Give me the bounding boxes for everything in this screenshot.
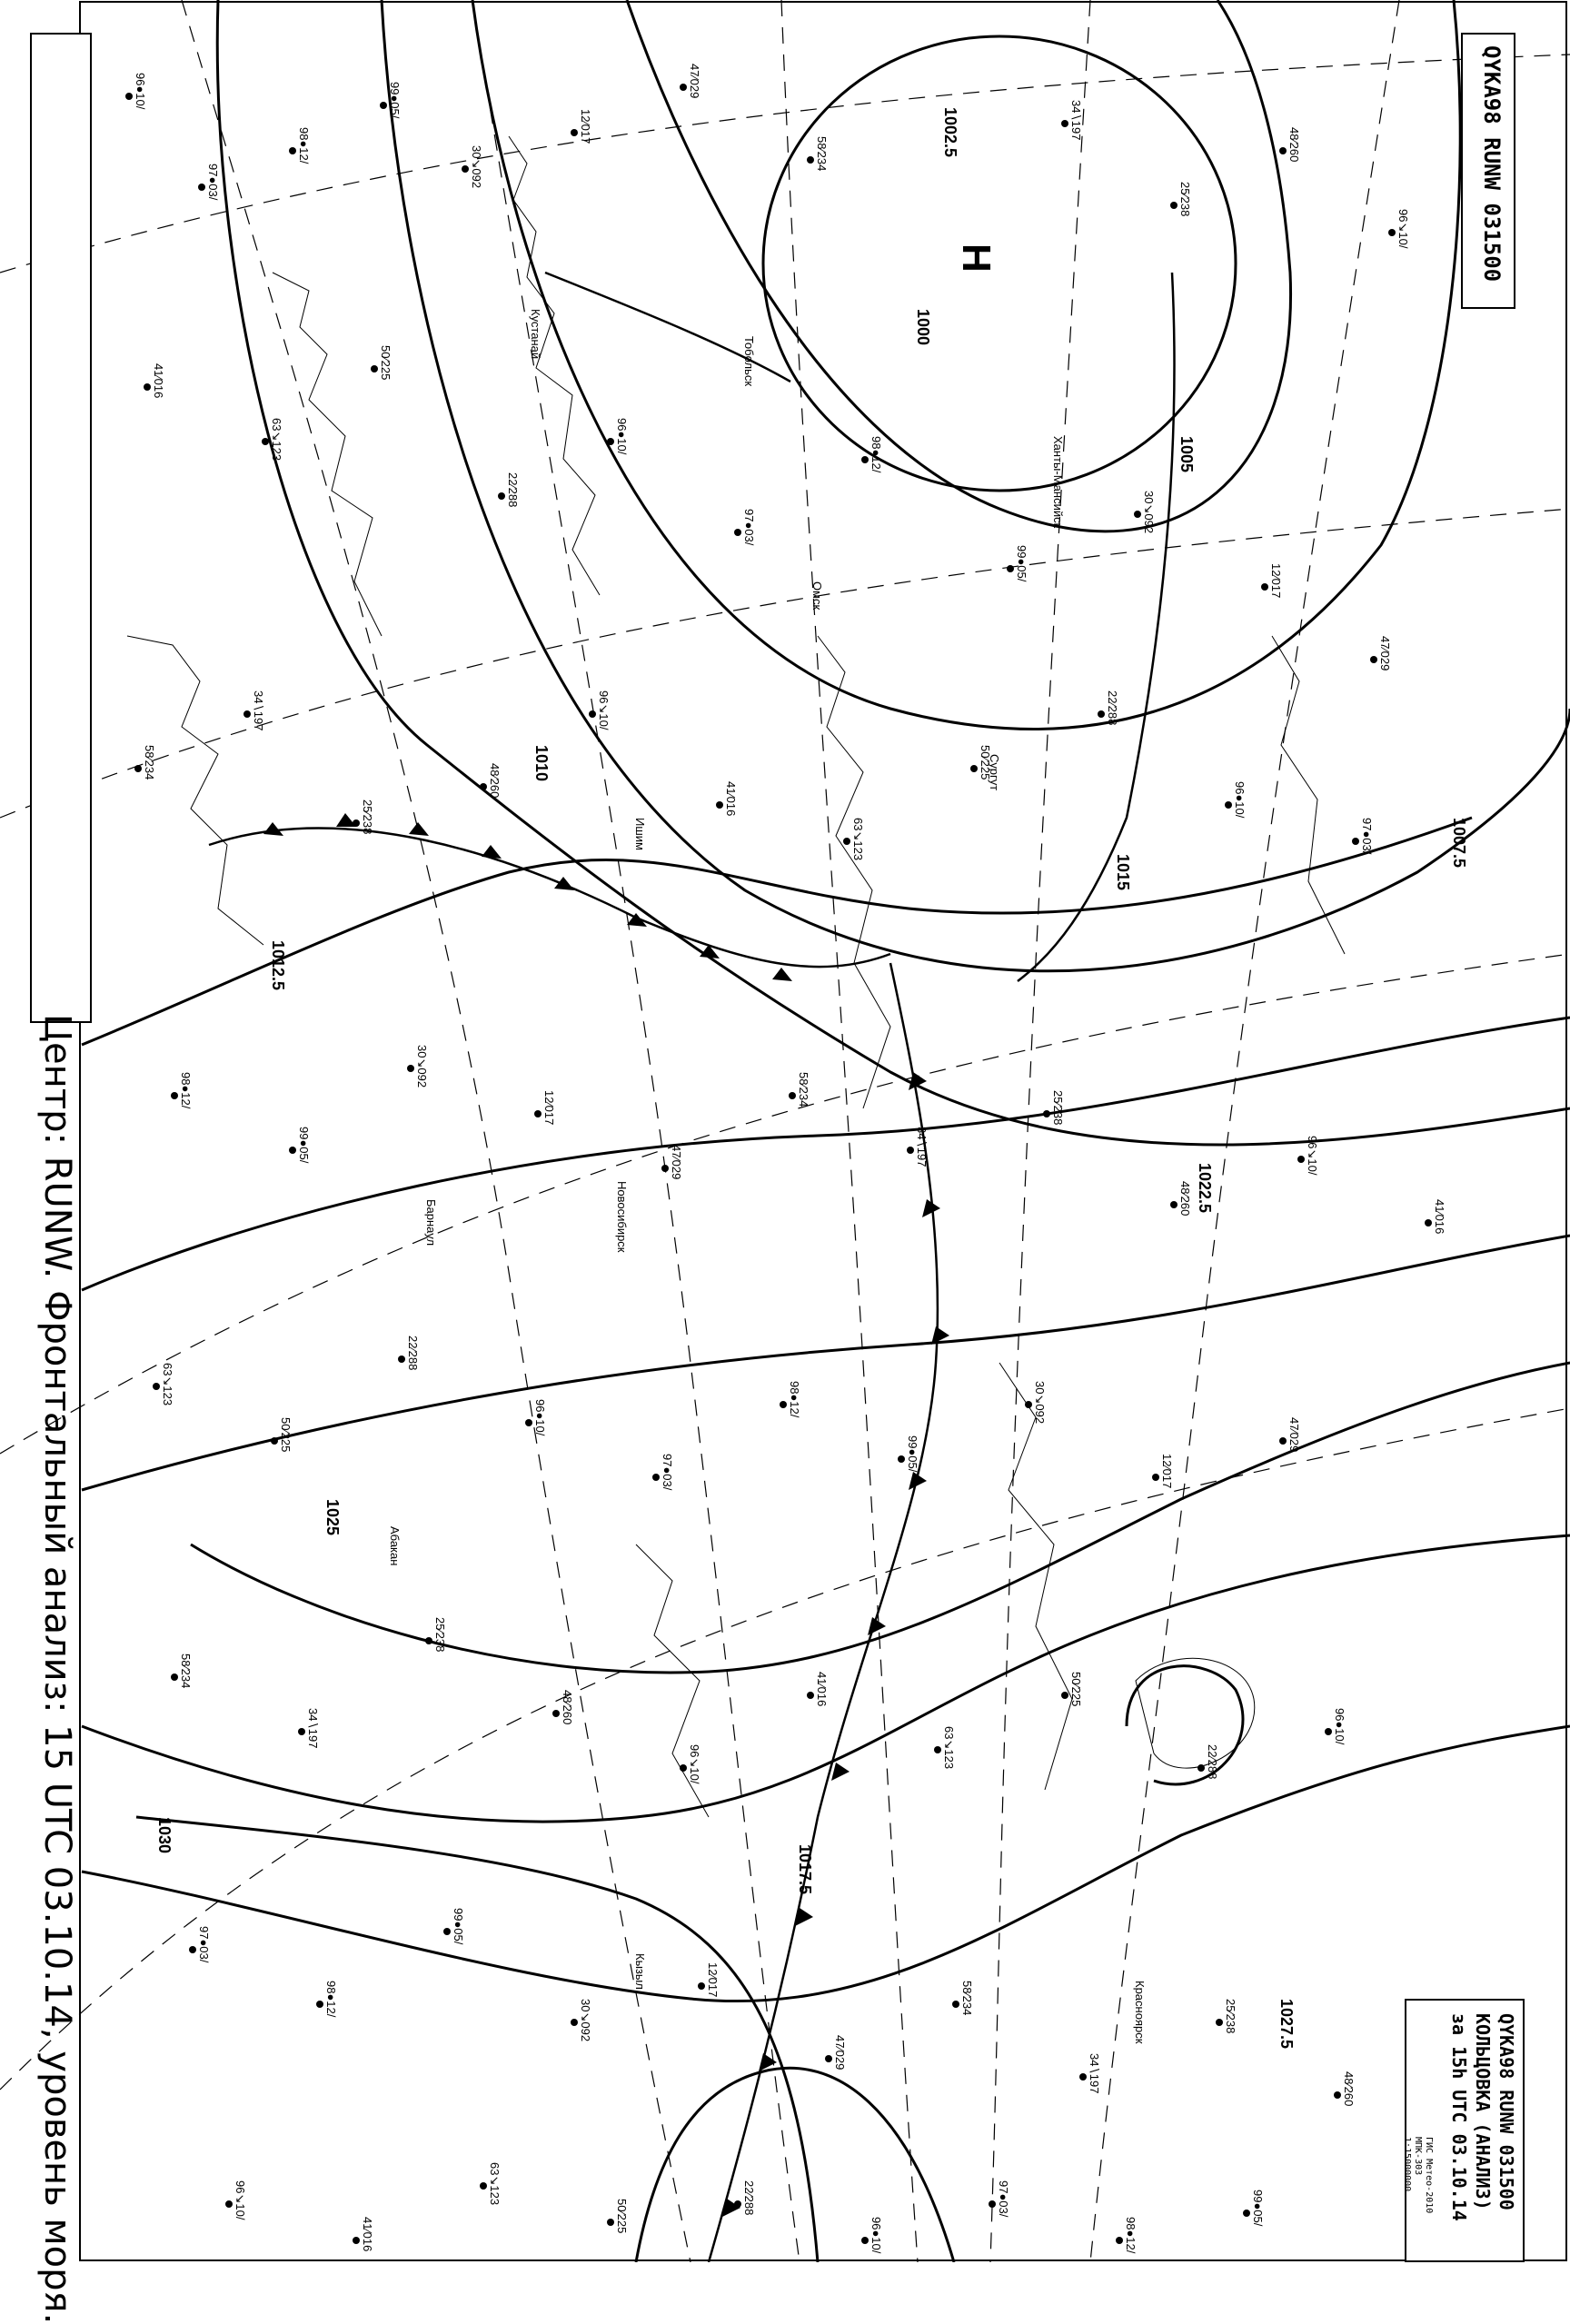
station-plot: 41⁄016	[152, 363, 165, 399]
station-marker	[534, 1110, 542, 1117]
station-plot: 22⁄288	[1206, 1744, 1219, 1780]
station-plot: 97●03/	[206, 164, 220, 201]
station-marker	[661, 1165, 669, 1172]
isobar-label: 1007.5	[1450, 818, 1468, 869]
station-plot: 58⁄234	[960, 1981, 974, 2016]
station-plot: 50⁄225	[1069, 1672, 1083, 1707]
map-stamp	[1402, 1999, 1525, 2262]
station-marker	[843, 838, 850, 845]
station-marker	[680, 1764, 687, 1772]
isobar-label: 1017.5	[796, 1844, 814, 1895]
station-marker	[861, 456, 869, 463]
station-plot: 99●05/	[452, 1908, 465, 1945]
station-plot: 58⁄234	[797, 1072, 810, 1107]
station-marker	[525, 1419, 532, 1426]
isobar-label: 1010	[532, 745, 551, 782]
station-marker	[1279, 1437, 1287, 1445]
station-marker	[934, 1746, 941, 1753]
city-label: Абакан	[388, 1526, 402, 1566]
stamp-scale: 1:15000000	[1402, 2137, 1412, 2192]
isobar-label: 1015	[1114, 854, 1132, 891]
station-marker	[398, 1356, 405, 1363]
isobar-1005	[472, 0, 1460, 730]
station-marker	[1061, 1692, 1068, 1699]
station-marker	[989, 2200, 996, 2208]
isobar-label: 1025	[323, 1499, 342, 1536]
isobar-label: 1022.5	[1196, 1163, 1214, 1214]
station-marker	[298, 1728, 305, 1735]
station-plot: 98●12/	[324, 1981, 338, 2018]
isobar-label: 1002.5	[941, 107, 959, 158]
station-marker	[1325, 1728, 1332, 1735]
station-plot: 30↘092	[470, 145, 483, 189]
station-plot: 99●05/	[1015, 545, 1028, 582]
station-marker	[571, 2019, 578, 2026]
station-marker	[189, 1946, 196, 1953]
station-marker	[734, 529, 741, 536]
city-label: Кустанай	[529, 309, 542, 360]
station-marker	[353, 2237, 360, 2244]
stamp-time: за 15h UTC 03.10.14	[1448, 2013, 1470, 2221]
station-marker	[552, 1710, 560, 1717]
title-box	[30, 33, 92, 1023]
station-marker	[825, 2055, 832, 2062]
station-plot: 30↘092	[579, 1999, 592, 2042]
station-marker	[144, 383, 151, 391]
station-plot: 63↘123	[161, 1363, 174, 1406]
city-label: Тобольск	[742, 336, 756, 387]
station-marker	[380, 102, 387, 109]
station-plot: 99●05/	[297, 1127, 311, 1164]
station-plot: 96↘10/	[597, 690, 611, 730]
station-plot: 34∖197	[252, 690, 265, 731]
station-plot: 96●10/	[134, 73, 147, 110]
station-marker	[1279, 147, 1287, 154]
station-marker	[225, 2200, 233, 2208]
low-pressure-center: Н	[954, 243, 999, 273]
station-marker	[789, 1092, 796, 1099]
station-marker	[198, 184, 205, 191]
station-marker	[153, 1383, 160, 1390]
station-marker	[480, 783, 487, 790]
station-marker	[271, 1437, 278, 1445]
station-plot: 34∖197	[1088, 2053, 1101, 2094]
city-label: Ишим	[633, 818, 647, 850]
station-plot: 97●03/	[742, 509, 756, 546]
station-plot: 47⁄029	[688, 64, 701, 99]
station-marker	[652, 1474, 660, 1481]
station-marker	[1116, 2237, 1123, 2244]
station-marker	[1007, 565, 1014, 572]
station-marker	[698, 1982, 705, 1990]
city-label: Барнаул	[424, 1199, 438, 1246]
station-marker	[425, 1637, 432, 1644]
station-plot: 25∕238	[1051, 1090, 1065, 1126]
station-marker	[907, 1147, 914, 1154]
station-plot: 12⁄017	[579, 109, 592, 144]
stamp-title: КОЛЬЦОВКА (АНАЛИЗ)	[1472, 2013, 1494, 2210]
city-label: Сургут	[988, 754, 1001, 791]
station-marker	[1261, 583, 1268, 591]
city-labels	[388, 309, 1147, 2044]
station-marker	[952, 2001, 959, 2008]
station-marker	[1061, 120, 1068, 127]
station-plot: 63↘123	[942, 1726, 956, 1770]
station-marker	[861, 2237, 869, 2244]
station-marker	[125, 93, 133, 100]
station-plot: 96↘10/	[1396, 209, 1410, 249]
isobar-label: 1000	[914, 309, 932, 346]
station-plot: 96↘10/	[688, 1744, 701, 1784]
station-marker	[589, 710, 596, 718]
station-plot: 47⁄029	[1378, 636, 1392, 671]
station-marker	[1025, 1401, 1032, 1408]
station-plot: 97●03/	[197, 1926, 211, 1963]
station-plot: 25∕238	[1224, 1999, 1237, 2034]
station-marker	[780, 1401, 787, 1408]
station-plot: 12⁄017	[706, 1962, 720, 1998]
station-plot: 98●12/	[179, 1072, 193, 1109]
station-plot: 48∕260	[561, 1690, 574, 1725]
station-plot: 22⁄288	[1106, 690, 1119, 726]
station-marker	[1297, 1156, 1305, 1163]
station-marker	[716, 801, 723, 809]
station-plot: 58⁄234	[815, 136, 829, 172]
station-marker	[1370, 656, 1377, 663]
station-plot: 98●12/	[788, 1381, 801, 1418]
front-symbols	[263, 813, 949, 2217]
station-plot: 12⁄017	[542, 1090, 556, 1126]
station-plot: 63↘123	[270, 418, 283, 462]
station-plot: 99●05/	[388, 82, 402, 119]
station-plot: 96↘10/	[234, 2180, 247, 2220]
station-plot: 30↘092	[1142, 491, 1156, 534]
station-plot: 48∕260	[488, 763, 502, 799]
city-label: Новосибирск	[615, 1181, 629, 1253]
station-marker	[243, 710, 251, 718]
stamp-projection: МПК-303	[1413, 2137, 1423, 2176]
station-plot: 63↘123	[488, 2162, 502, 2206]
station-marker	[480, 2182, 487, 2190]
trough-line	[1018, 273, 1175, 981]
station-plot: 41⁄016	[1433, 1199, 1446, 1235]
station-marker	[1197, 1764, 1205, 1772]
station-plot: 98●12/	[1124, 2217, 1138, 2254]
station-plot: 34∖197	[915, 1127, 929, 1167]
station-marker	[734, 2200, 741, 2208]
station-plot: 99●05/	[1251, 2190, 1265, 2227]
station-plot: 22⁄288	[406, 1336, 420, 1371]
occluded-front	[709, 963, 938, 2262]
station-marker	[371, 365, 378, 372]
station-plot: 96●10/	[615, 418, 629, 455]
station-marker	[171, 1673, 178, 1681]
city-label: Ханты-Мансийск	[1051, 436, 1065, 529]
station-marker	[289, 147, 296, 154]
station-marker	[171, 1092, 178, 1099]
station-marker	[1352, 838, 1359, 845]
station-marker	[1043, 1110, 1050, 1117]
station-plot: 41⁄016	[724, 781, 738, 817]
city-label: Омск	[810, 581, 824, 611]
station-plot: 97●03/	[1360, 818, 1374, 855]
station-plot: 34∖197	[1069, 100, 1083, 141]
station-plot: 25∕238	[1178, 182, 1192, 217]
isobar-1012	[82, 818, 1472, 1045]
isobar-1007	[382, 0, 1570, 971]
corner-code-box	[1461, 33, 1515, 309]
station-plot: 50⁄225	[379, 345, 392, 381]
station-plot: 96●10/	[1233, 781, 1247, 819]
station-marker	[1225, 801, 1232, 809]
station-plot: 97●03/	[661, 1454, 674, 1491]
station-plot: 41⁄016	[361, 2217, 374, 2252]
station-plot: 50⁄225	[279, 1417, 293, 1453]
station-plot: 96●10/	[1333, 1708, 1346, 1745]
station-marker	[353, 819, 360, 827]
station-marker	[462, 165, 469, 173]
station-plot: 48∕260	[1342, 2071, 1356, 2107]
station-plot: 50⁄225	[979, 745, 992, 780]
station-plot: 58⁄234	[143, 745, 156, 780]
station-plot: 58⁄234	[179, 1654, 193, 1689]
station-marker	[1334, 2091, 1341, 2099]
station-marker	[1152, 1474, 1159, 1481]
station-plot: 99●05/	[906, 1435, 919, 1473]
station-plot: 41⁄016	[815, 1672, 829, 1707]
station-plot: 97●03/	[997, 2180, 1010, 2218]
station-marker	[134, 765, 142, 772]
isobar-closed-small	[1127, 1666, 1243, 1784]
station-plot: 25∕238	[433, 1617, 447, 1653]
station-marker	[1388, 229, 1396, 236]
isobar-label: 1030	[155, 1817, 174, 1854]
station-plot: 48∕260	[1178, 1181, 1192, 1217]
station-plot: 47⁄029	[1287, 1417, 1301, 1453]
station-marker	[1098, 710, 1105, 718]
station-plot: 25∕238	[361, 799, 374, 835]
station-plot: 96●10/	[533, 1399, 547, 1436]
station-plot: 96↘10/	[1306, 1136, 1319, 1176]
isobar-label: 1005	[1178, 436, 1196, 473]
station-marker	[807, 156, 814, 164]
isobar-1025	[82, 1726, 1570, 2001]
station-marker	[498, 492, 505, 500]
isobar-labels	[155, 107, 1505, 2049]
station-plot: 34∖197	[306, 1708, 320, 1749]
isobar-label: 1012.5	[269, 940, 287, 991]
station-marker	[1134, 511, 1141, 518]
isobar-1000	[763, 36, 1236, 491]
station-plot: 30↘092	[415, 1045, 429, 1088]
page-title: Центр: RUNW. Фронтальный анализ: 15 UTC 03.10.14, уровень моря.	[36, 1014, 78, 2324]
station-plot: 96●10/	[869, 2217, 883, 2254]
stamp-code: QYKA98 RUNW 031500	[1495, 2013, 1517, 2210]
station-plot: 30↘092	[1033, 1381, 1047, 1425]
station-marker	[607, 438, 614, 445]
station-marker	[607, 2219, 614, 2226]
city-label: Кызыл	[633, 1953, 647, 1990]
station-marker	[407, 1065, 414, 1072]
station-plot: 98●12/	[297, 127, 311, 164]
isobar-label: 1027.5	[1277, 1999, 1296, 2050]
station-marker	[1243, 2210, 1250, 2217]
stamp-software: ГИС Метео-2010	[1424, 2137, 1434, 2214]
station-plot: 48∕260	[1287, 127, 1301, 163]
station-plot: 50⁄225	[615, 2199, 629, 2234]
station-marker	[970, 765, 978, 772]
station-marker	[1216, 2019, 1223, 2026]
station-marker	[289, 1147, 296, 1154]
city-label: Красноярск	[1133, 1981, 1147, 2044]
station-plot: 22⁄288	[742, 2180, 756, 2216]
station-plot: 98●12/	[869, 436, 883, 473]
station-marker	[1079, 2073, 1087, 2081]
station-marker	[680, 84, 687, 91]
station-marker	[898, 1455, 905, 1463]
station-marker	[807, 1692, 814, 1699]
station-marker	[262, 438, 269, 445]
station-marker	[1170, 1201, 1178, 1208]
station-plot: 22⁄288	[506, 472, 520, 508]
station-plot: 12⁄017	[1160, 1454, 1174, 1489]
station-plot: 47⁄029	[670, 1145, 683, 1180]
station-marker	[571, 129, 578, 136]
station-plot: 47⁄029	[833, 2035, 847, 2071]
station-plot: 12⁄017	[1269, 563, 1283, 599]
station-plot: 63↘123	[851, 818, 865, 861]
station-marker	[443, 1928, 451, 1935]
corner-code: QYKA98 RUNW 031500	[1479, 45, 1505, 283]
station-marker	[1170, 202, 1178, 209]
station-marker	[1425, 1219, 1432, 1227]
station-marker	[316, 2001, 323, 2008]
